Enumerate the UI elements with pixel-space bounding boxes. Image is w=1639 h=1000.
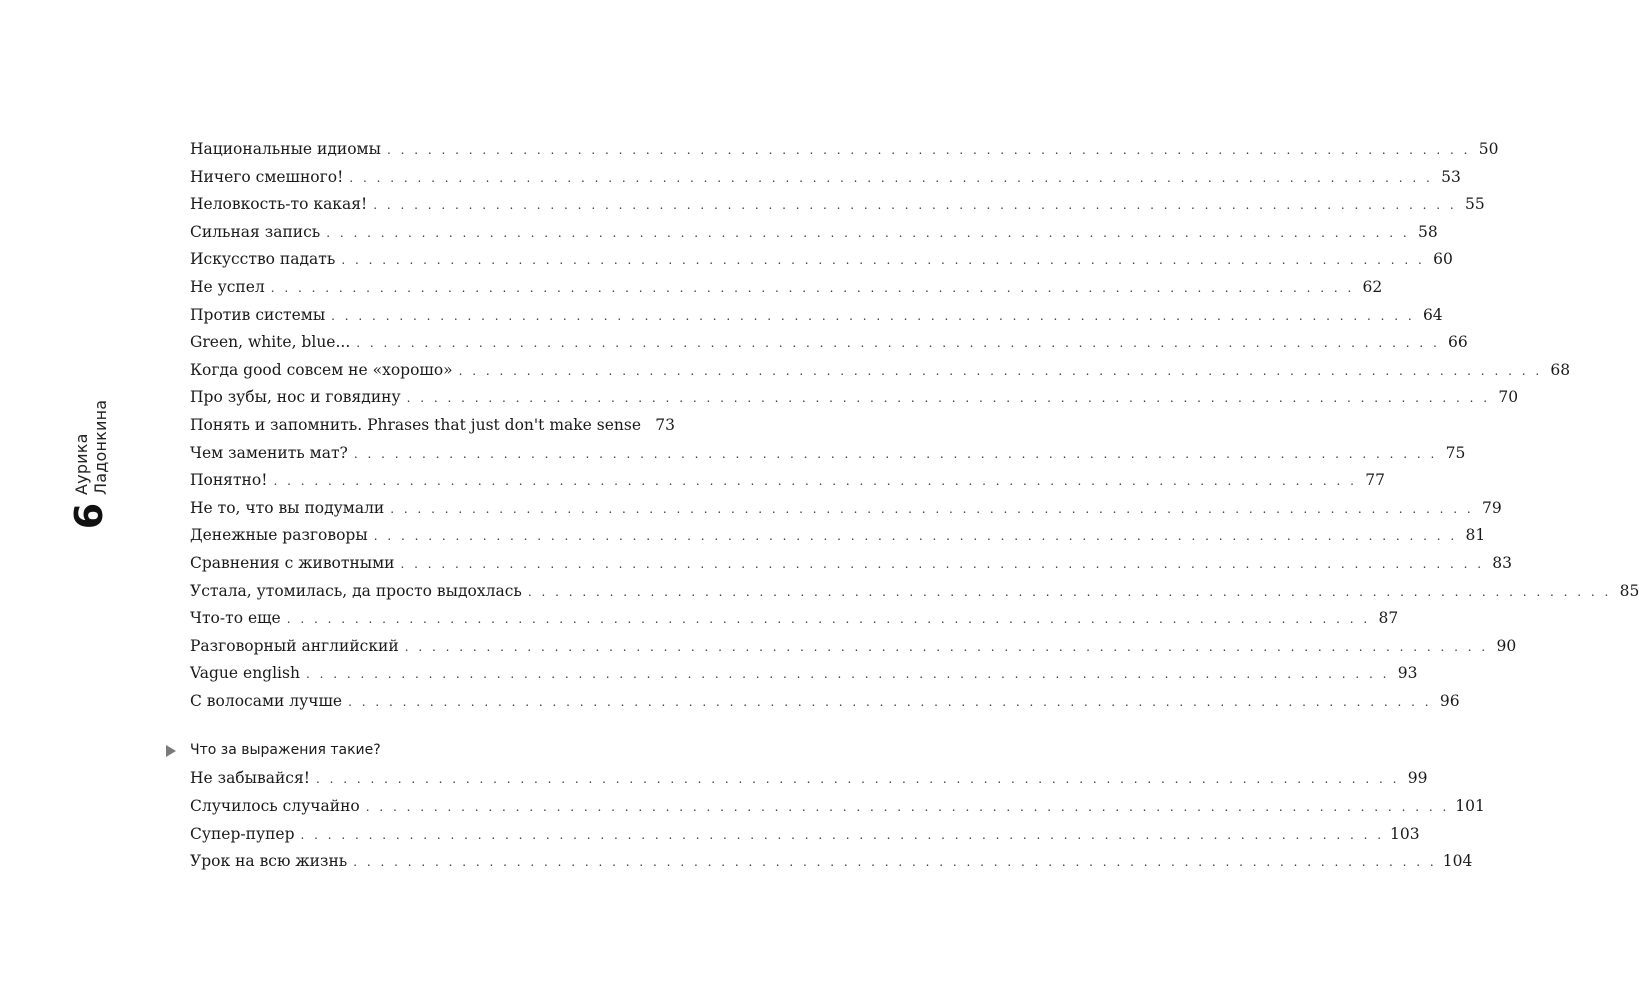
dot-leader: . . . . . . . . . . . . . . . . . . . . . . . . . . . . . . . . . . . . . . . . . . . . . . . . . . . . . . . . . . . . . . . . . . . . . . . . . . . . . . . . <box>348 694 1432 709</box>
toc-entry <box>190 793 1485 821</box>
toc-entry-title: Понять и запомнить. Phrases that just don't make sense <box>190 415 641 434</box>
toc-entry-title: Когда good совсем не «хорошо» <box>190 360 453 379</box>
dot-leader: . . . . . . . . . . . . . . . . . . . . . . . . . . . . . . . . . . . . . . . . . . . . . . . . . . . . . . . . . . . . . . . . . . . . . . . . . . . . . . . . <box>458 363 1543 378</box>
toc-entry-page: 64 <box>1422 305 1443 324</box>
page-number: 6 <box>67 502 111 530</box>
toc-entry <box>190 219 1438 247</box>
toc-entry-page: 85 <box>1619 581 1639 600</box>
toc-entry-title: Чем заменить мат? <box>190 443 348 462</box>
section-header <box>190 735 668 765</box>
toc-entry-page: 99 <box>1407 769 1428 788</box>
dot-leader: . . . . . . . . . . . . . . . . . . . . . . . . . . . . . . . . . . . . . . . . . . . . . . . . . . . . . . . . . . . . . . . . . . . . . . . . . . . . . . . . <box>353 855 1437 870</box>
toc-entry-page: 79 <box>1482 498 1502 517</box>
toc-entry-title: Green, white, blue... <box>190 333 351 352</box>
toc-entry-title: Не успел <box>190 277 265 296</box>
toc-entry <box>190 633 1517 661</box>
toc-entry <box>190 578 1639 606</box>
dot-leader: . . . . . . . . . . . . . . . . . . . . . . . . . . . . . . . . . . . . . . . . . . . . . . . . . . . . . . . . . . . . . . . . . . . . . . . . . . . . . . . . <box>386 143 1471 157</box>
toc-entry-page: 73 <box>655 415 675 434</box>
dot-leader: . . . . . . . . . . . . . . . . . . . . . . . . . . . . . . . . . . . . . . . . . . . . . . . . . . . . . . . . . . . . . . . . . . . . . . . . . . . . . . . . <box>315 772 1400 787</box>
toc-entry-page: 60 <box>1433 250 1453 269</box>
dot-leader: . . . . . . . . . . . . . . . . . . . . . . . . . . . . . . . . . . . . . . . . . . . . . . . . . . . . . . . . . . . . . . . . . . . . . . . . . . . . . . . . <box>353 446 1438 461</box>
running-author: Аурика Ладонкина <box>72 399 110 495</box>
toc-entry-page: 83 <box>1492 553 1513 572</box>
dot-leader: . . . . . . . . . . . . . . . . . . . . . . . . . . . . . . . . . . . . . . . . . . . . . . . . . . . . . . . . . . . . . . . . . . . . . . . . . . . . . . . . <box>270 280 1355 295</box>
dot-leader: . . . . . . . . . . . . . . . . . . . . . . . . . . . . . . . . . . . . . . . . . . . . . . . . . . . . . . . . . . . . . . . . . . . . . . . . . . . . . . . . <box>300 827 1385 842</box>
toc-entry-page: 104 <box>1442 852 1473 871</box>
toc-entry-page: 75 <box>1445 443 1466 462</box>
toc-entry-page: 66 <box>1448 333 1468 352</box>
toc-entry <box>190 136 1499 164</box>
dot-leader: . . . . . . . . . . . . . . . . . . . . . . . . . . . . . . . . . . . . . . . . . . . . . . . . . . . . . . . . . . . . . . . . . . . . . . . . . . . . . . . . <box>373 529 1458 544</box>
table-of-contents <box>190 136 1639 876</box>
toc-entry-title: Неловкость-то какая! <box>190 195 368 214</box>
toc-entry <box>190 660 1418 688</box>
dot-leader: . . . . . . . . . . . . . . . . . . . . . . . . . . . . . . . . . . . . . . . . . . . . . . . . . . . . . . . . . . . . . . . . . . . . . . . . . . . . . . . . <box>349 170 1433 185</box>
toc-entry-title: Про зубы, нос и говядину <box>190 388 401 407</box>
toc-entry <box>190 246 1453 274</box>
dot-leader: . . . . . . . . . . . . . . . . . . . . . . . . . . . . . . . . . . . . . . . . . . . . . . . . . . . . . . . . . . . . . . . . . . . . . . . . . . . . . . . . <box>365 800 1450 815</box>
dot-leader: . . . . . . . . . . . . . . . . . . . . . . . . . . . . . . . . . . . . . . . . . . . . . . . . . . . . . . . . . . . . . . . . . . . . . . . . . . . . . . . . <box>341 253 1425 268</box>
toc-entry-page: 87 <box>1378 609 1399 628</box>
toc-entry-title: Сравнения с животными <box>190 553 395 572</box>
toc-entry-page: 81 <box>1465 526 1486 545</box>
toc-entry-title: Ничего смешного! <box>190 167 344 186</box>
toc-list-a <box>190 136 1639 715</box>
toc-entry <box>190 274 1383 302</box>
toc-list-b <box>190 765 1485 875</box>
dot-leader: . . . . . . . . . . . . . . . . . . . . . . . . . . . . . . . . . . . . . . . . . . . . . . . . . . . . . . . . . . . . . . . . . . . . . . . . . . . . . . . . <box>331 308 1415 323</box>
toc-entry-page: 77 <box>1365 471 1385 490</box>
dot-leader: . . . . . . . . . . . . . . . . . . . . . . . . . . . . . . . . . . . . . . . . . . . . . . . . . . . . . . . . . . . . . . . . . . . . . . . . . . . . . . . . <box>406 391 1491 406</box>
toc-entry-page: 53 <box>1441 167 1461 186</box>
toc-entry-page: 68 <box>1550 360 1571 379</box>
toc-entry-title: Против системы <box>190 305 326 324</box>
toc-entry-page: 96 <box>1439 691 1460 710</box>
toc-entry-page: 90 <box>1496 636 1517 655</box>
toc-entry-page: 101 <box>1455 797 1485 816</box>
dot-leader: . . . . . . . . . . . . . . . . . . . . . . . . . . . . . . . . . . . . . . . . . . . . . . . . . . . . . . . . . . . . . . . . . . . . . . . . . . . . . . . . <box>527 584 1612 599</box>
toc-entry-title: Vague english <box>190 664 300 683</box>
toc-entry-title: Что-то еще <box>190 609 281 628</box>
toc-entry-page: 62 <box>1362 277 1383 296</box>
toc-entry <box>190 357 1571 385</box>
dot-leader: . . . . . . . . . . . . . . . . . . . . . . . . . . . . . . . . . . . . . . . . . . . . . . . . . . . . . . . . . . . . . . . . . . . . . . . . . . . . . . . . <box>286 612 1371 627</box>
toc-entry-title: Искусство падать <box>190 250 336 269</box>
toc-entry-title: Национальные идиомы <box>190 140 381 158</box>
toc-entry <box>190 384 1519 412</box>
toc-entry-page: 93 <box>1397 664 1418 683</box>
toc-entry-page: 58 <box>1418 222 1438 241</box>
dot-leader: . . . . . . . . . . . . . . . . . . . . . . . . . . . . . . . . . . . . . . . . . . . . . . . . . . . . . . . . . . . . . . . . . . . . . . . . . . . . . . . . <box>305 667 1390 682</box>
toc-entry-title: Разговорный английский <box>190 636 399 655</box>
toc-entry <box>190 467 1385 495</box>
toc-entry-title: Денежные разговоры <box>190 526 368 545</box>
toc-entry <box>190 522 1486 550</box>
toc-entry <box>190 412 675 440</box>
toc-entry-title: Сильная запись <box>190 222 321 241</box>
toc-entry-title: Устала, утомилась, да просто выдохлась <box>190 581 522 600</box>
toc-entry <box>190 495 1502 523</box>
toc-entry-title: С волосами лучше <box>190 691 343 710</box>
dot-leader: . . . . . . . . . . . . . . . . . . . . . . . . . . . . . . . . . . . . . . . . . . . . . . . . . . . . . . . . . . . . . . . . . . . . . . . . . . . . . . . . <box>373 198 1457 213</box>
toc-entry-page: 70 <box>1498 388 1519 407</box>
toc-entry-title: Понятно! <box>190 471 268 490</box>
dot-leader: . . . . . . . . . . . . . . . . . . . . . . . . . . . . . . . . . . . . . . . . . . . . . . . . . . . . . . . . . . . . . . . . . . . . . . . . . . . . . . . . <box>404 639 1489 654</box>
triangle-arrow-icon <box>166 745 176 757</box>
toc-entry-page: 55 <box>1465 195 1485 214</box>
toc-entry-page: 50 <box>1478 140 1499 158</box>
toc-entry <box>190 191 1485 219</box>
toc-entry <box>190 605 1399 633</box>
toc-entry <box>190 329 1468 357</box>
toc-entry <box>190 164 1461 192</box>
toc-entry <box>190 765 1428 793</box>
toc-entry-page: 103 <box>1390 824 1420 843</box>
toc-entry <box>190 440 1466 468</box>
dot-leader: . . . . . . . . . . . . . . . . . . . . . . . . . . . . . . . . . . . . . . . . . . . . . . . . . . . . . . . . . . . . . . . . . . . . . . . . . . . . . . . . <box>390 501 1474 516</box>
toc-entry-title: Урок на всю жизнь <box>190 852 348 871</box>
dot-leader: . . . . . . . . . . . . . . . . . . . . . . . . . . . . . . . . . . . . . . . . . . . . . . . . . . . . . . . . . . . . . . . . . . . . . . . . . . . . . . . . <box>273 474 1357 489</box>
dot-leader: . . . . . . . . . . . . . . . . . . . . . . . . . . . . . . . . . . . . . . . . . . . . . . . . . . . . . . . . . . . . . . . . . . . . . . . . . . . . . . . . <box>326 225 1410 240</box>
dot-leader: . . . . . . . . . . . . . . . . . . . . . . . . . . . . . . . . . . . . . . . . . . . . . . . . . . . . . . . . . . . . . . . . . . . . . . . . . . . . . . . . <box>356 336 1440 351</box>
dot-leader: . . . . . . . . . . . . . . . . . . . . . . . . . . . . . . . . . . . . . . . . . . . . . . . . . . . . . . . . . . . . . . . . . . . . . . . . . . . . . . . . <box>400 556 1485 571</box>
toc-entry <box>190 688 1460 716</box>
toc-entry-title: Не забывайся! <box>190 769 310 788</box>
toc-entry <box>190 302 1443 330</box>
toc-entry-title: Случилось случайно <box>190 797 360 816</box>
toc-entry-title: Супер-пупер <box>190 824 295 843</box>
toc-entry <box>190 550 1513 578</box>
section-title: Что за выражения такие? <box>190 742 381 759</box>
toc-entry-title: Не то, что вы подумали <box>190 498 385 517</box>
toc-entry <box>190 848 1473 876</box>
toc-entry <box>190 821 1420 849</box>
